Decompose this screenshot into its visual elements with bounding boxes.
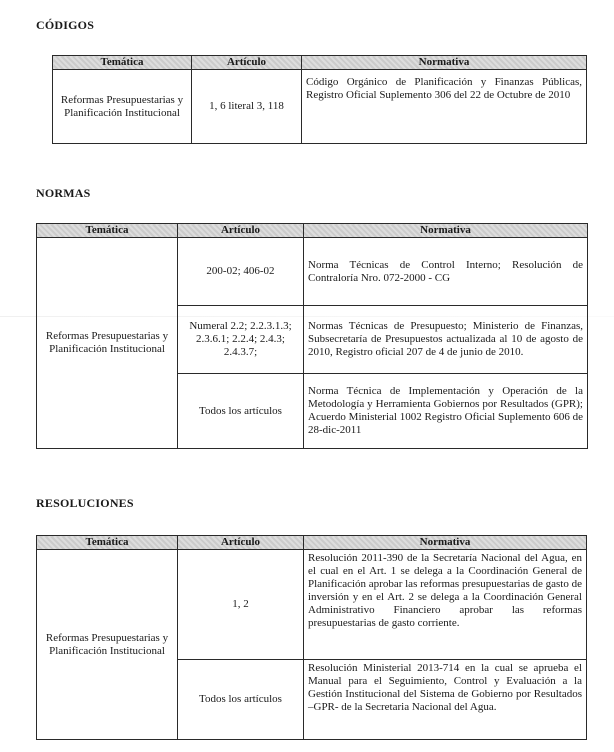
resoluciones-table bbox=[36, 535, 587, 740]
header-articulo: Artículo bbox=[192, 56, 302, 70]
articulo-cell: Numeral 2.2; 2.2.3.1.3; 2.3.6.1; 2.2.4; 2.4.3; 2.4.3.7; bbox=[178, 306, 304, 374]
table-row bbox=[53, 70, 587, 144]
normativa-cell: Resolución 2011-390 de la Secretaría Nacional del Agua, en el cual en el Art. 1 se delega a la Coordinación General de Planificación aprobar las reformas presupuestarias de gasto de inversión y en el Art. 2 se delega a la Coordinación General Administrativo Financiero aprobar las reformas presupuestarias de gasto corriente. bbox=[304, 550, 587, 660]
section-title-normas: NORMAS bbox=[36, 186, 91, 200]
header-articulo: Artículo bbox=[178, 224, 304, 238]
section-title-resoluciones: RESOLUCIONES bbox=[36, 496, 134, 510]
header-tematica: Temática bbox=[37, 536, 178, 550]
header-normativa: Normativa bbox=[304, 224, 588, 238]
articulo-cell: 1, 2 bbox=[178, 550, 304, 660]
table-row bbox=[37, 550, 587, 660]
normativa-cell: Resolución Ministerial 2013-714 en la cual se aprueba el Manual para el Seguimiento, Control y Evaluación a la Gestión Institucional del Sistema de Gobierno por Resultados –GPR- de la Secretaria Nacional del Agua. bbox=[304, 660, 587, 740]
tematica-cell: Reformas Presupuestarias y Planificación Institucional bbox=[37, 550, 178, 740]
codigos-table bbox=[52, 55, 587, 144]
articulo-cell: 1, 6 literal 3, 118 bbox=[192, 70, 302, 144]
articulo-cell: Todos los artículos bbox=[178, 660, 304, 740]
header-normativa: Normativa bbox=[302, 56, 587, 70]
table-header-row bbox=[37, 224, 588, 238]
table-row bbox=[37, 238, 588, 306]
normas-table bbox=[36, 223, 588, 449]
normativa-cell: Normas Técnicas de Presupuesto; Ministerio de Finanzas, Subsecretaría de Presupuestos actualizada al 10 de agosto de 2010, Registro oficial 207 de 4 de junio de 2010. bbox=[304, 306, 588, 374]
section-title-codigos: CÓDIGOS bbox=[36, 18, 95, 32]
articulo-cell: 200-02; 406-02 bbox=[178, 238, 304, 306]
tematica-cell: Reformas Presupuestarias y Planificación Institucional bbox=[37, 238, 178, 449]
normativa-cell: Norma Técnicas de Control Interno; Resolución de Contraloría Nro. 072-2000 - CG bbox=[304, 238, 588, 306]
articulo-cell: Todos los artículos bbox=[178, 374, 304, 449]
header-tematica: Temática bbox=[37, 224, 178, 238]
normativa-cell: Norma Técnica de Implementación y Operación de la Metodología y Herramienta Gobiernos por Resultados (GPR); Acuerdo Ministerial 1002 Registro Oficial Suplemento 606 de 28-dic-2011 bbox=[304, 374, 588, 449]
header-normativa: Normativa bbox=[304, 536, 587, 550]
tematica-cell: Reformas Presupuestarias y Planificación Institucional bbox=[53, 70, 192, 144]
table-header-row bbox=[53, 56, 587, 70]
header-tematica: Temática bbox=[53, 56, 192, 70]
table-header-row bbox=[37, 536, 587, 550]
normativa-cell: Código Orgánico de Planificación y Finanzas Públicas, Registro Oficial Suplemento 306 del 22 de Octubre de 2010 bbox=[302, 70, 587, 144]
header-articulo: Artículo bbox=[178, 536, 304, 550]
